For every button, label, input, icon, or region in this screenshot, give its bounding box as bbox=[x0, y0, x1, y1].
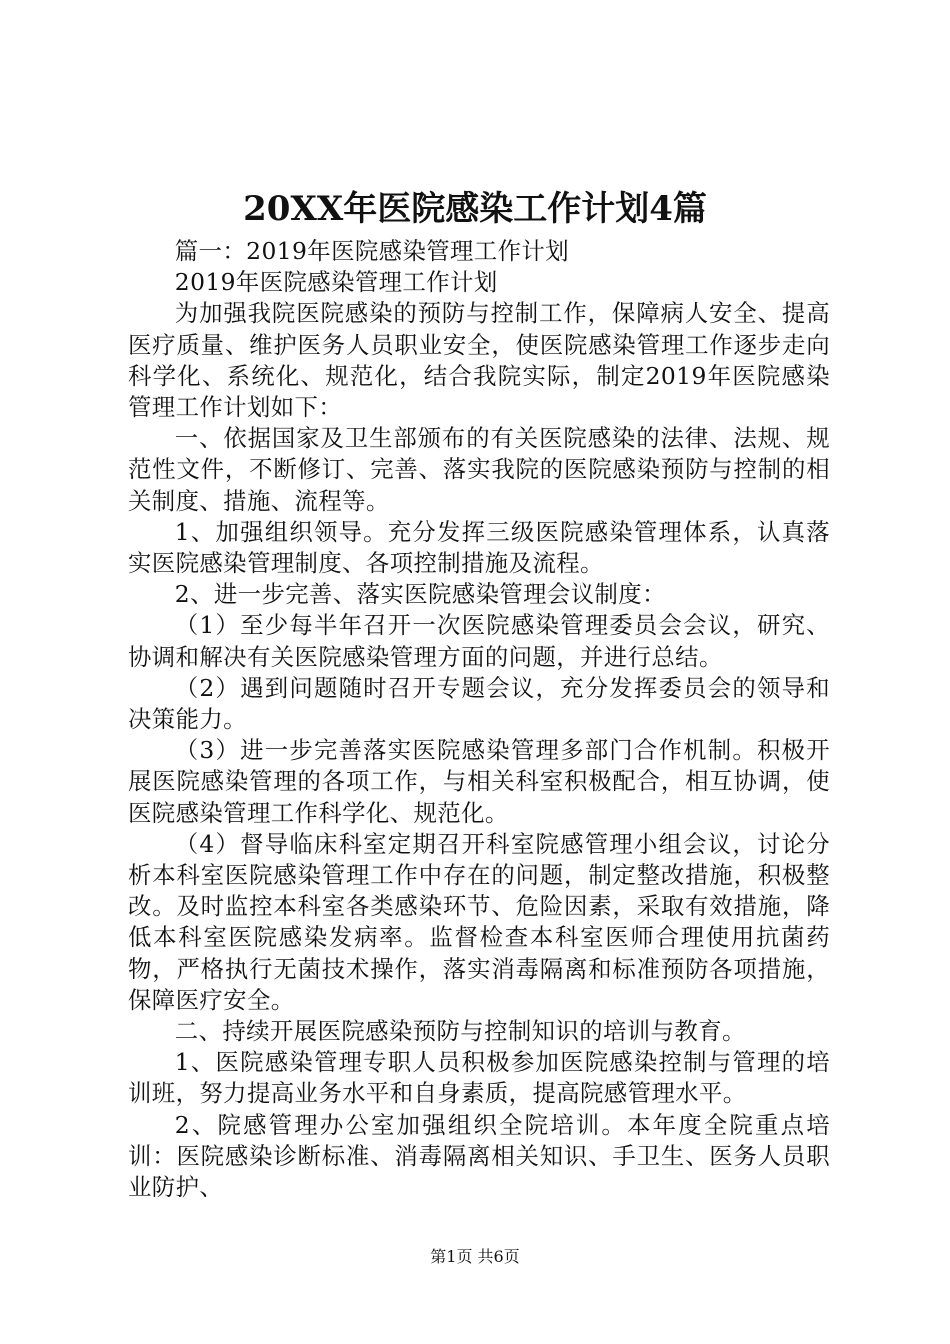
paragraph-item-1-2: 2、进一步完善、落实医院感染管理会议制度： bbox=[174, 580, 666, 609]
page-number-footer: 第1页 共6页 bbox=[430, 1247, 520, 1266]
paragraph-item-2-2: 2、院感管理办公室加强组织全院培训。本年度全院重点培训：医院感染诊断标准、消毒隔离相关知识、手卫生、医务人员职业防护、 bbox=[128, 1110, 830, 1202]
document-body bbox=[128, 236, 830, 1203]
paragraph-intro: 为加强我院医院感染的预防与控制工作，保障病人安全、提高医疗质量、维护医务人员职业安全，使医院感染管理工作逐步走向科学化、系统化、规范化，结合我院实际，制定2019年医院感染管理工作计划如下： bbox=[128, 299, 830, 422]
paragraph-item-1-2-3: （3）进一步完善落实医院感染管理多部门合作机制。积极开展医院感染管理的各项工作，与相关科室积极配合，相互协调，使医院感染管理工作科学化、规范化。 bbox=[128, 736, 830, 827]
paragraph-item-2-1: 1、医院感染管理专职人员积极参加医院感染控制与管理的培训班，努力提高业务水平和自身素质，提高院感管理水平。 bbox=[128, 1048, 830, 1108]
paragraph-item-1: 一、依据国家及卫生部颁布的有关医院感染的法律、法规、规范性文件，不断修订、完善、落实我院的医院感染预防与控制的相关制度、措施、流程等。 bbox=[128, 424, 830, 515]
paragraph-section-heading: 篇一：2019年医院感染管理工作计划 bbox=[174, 237, 569, 265]
paragraph-item-1-2-1: （1）至少每半年召开一次医院感染管理委员会会议，研究、协调和解决有关医院感染管理方面的问题，并进行总结。 bbox=[128, 611, 830, 671]
paragraph-item-1-2-2: （2）遇到问题随时召开专题会议，充分发挥委员会的领导和决策能力。 bbox=[128, 673, 830, 734]
paragraph-item-1-1: 1、加强组织领导。充分发挥三级医院感染管理体系，认真落实医院感染管理制度、各项控制措施及流程。 bbox=[128, 517, 830, 578]
document-title: 20XX年医院感染工作计划4篇 bbox=[243, 189, 707, 229]
paragraph-item-2: 二、持续开展医院感染预防与控制知识的培训与教育。 bbox=[174, 1017, 746, 1046]
paragraph-subtitle: 2019年医院感染管理工作计划 bbox=[174, 268, 498, 297]
paragraph-item-1-2-4: （4）督导临床科室定期召开科室院感管理小组会议，讨论分析本科室医院感染管理工作中存在的问题，制定整改措施，积极整改。及时监控本科室各类感染环节、危险因素，采取有效措施，降低本科室医院感染发病率。监督检查本科室医师合理使用抗菌药物，严格执行无菌技术操作，落实消毒隔离和标准预防各项措施，保障医疗安全。 bbox=[128, 829, 830, 1014]
